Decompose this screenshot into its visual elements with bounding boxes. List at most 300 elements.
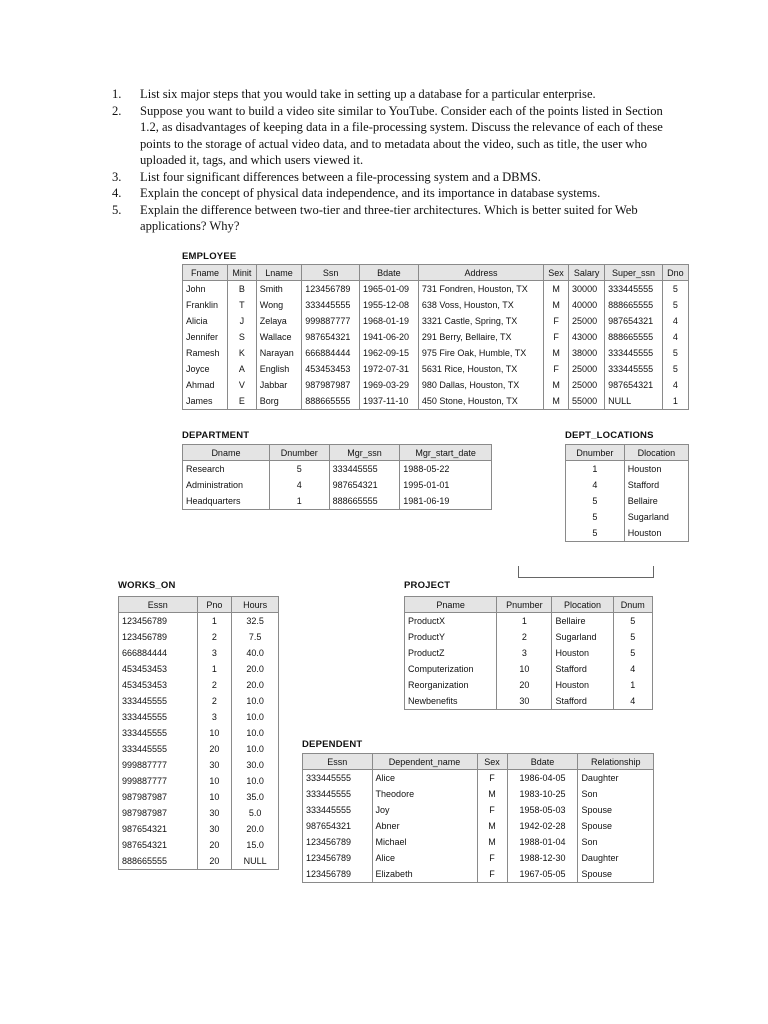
table-cell: 987654321 (302, 329, 360, 345)
table-cell: Joy (372, 802, 477, 818)
table-cell: 987987987 (119, 805, 198, 821)
question-item (112, 202, 682, 235)
header-row (183, 265, 689, 281)
table-cell: Abner (372, 818, 477, 834)
table-row (566, 493, 689, 509)
table-cell: Spouse (578, 818, 654, 834)
table-cell: Houston (552, 677, 613, 693)
table-cell: 7.5 (232, 629, 279, 645)
table-cell: 5 (662, 297, 688, 313)
table-cell: Jennifer (183, 329, 228, 345)
table-row (303, 770, 654, 787)
table-cell: 5 (662, 345, 688, 361)
table-row (566, 525, 689, 542)
table-cell: Bellaire (624, 493, 688, 509)
table-cell: 291 Berry, Bellaire, TX (418, 329, 543, 345)
table-cell: 5.0 (232, 805, 279, 821)
table-cell: 1 (662, 393, 688, 410)
table-cell: 55000 (569, 393, 605, 410)
table-cell: Son (578, 786, 654, 802)
table-cell: 987654321 (605, 313, 663, 329)
table-cell: 987654321 (303, 818, 373, 834)
table-row (119, 757, 279, 773)
table-cell: 1988-01-04 (507, 834, 578, 850)
question-number: 4. (112, 186, 122, 200)
question-item (112, 169, 682, 186)
column-header: Dnum (613, 597, 652, 613)
table-row (405, 613, 653, 630)
table-cell: 1 (269, 493, 329, 510)
table-cell: NULL (232, 853, 279, 870)
table-cell: Franklin (183, 297, 228, 313)
table-cell: 333445555 (119, 725, 198, 741)
column-header: Hours (232, 597, 279, 613)
table-cell: Borg (256, 393, 302, 410)
table-row (119, 693, 279, 709)
table-row (183, 345, 689, 361)
table-cell: 20.0 (232, 821, 279, 837)
table-cell: 987654321 (119, 837, 198, 853)
question-text: Explain the difference between two-tier and three-tier architectures. Which is better suited for Web applications? Why? (140, 202, 638, 233)
column-header: Bdate (507, 754, 578, 770)
table-row (119, 821, 279, 837)
column-header: Relationship (578, 754, 654, 770)
table-cell: 987654321 (605, 377, 663, 393)
table-cell: 5 (566, 525, 625, 542)
employee-table (182, 264, 689, 410)
header-row (119, 597, 279, 613)
table-cell: 4 (662, 377, 688, 393)
table-cell: Michael (372, 834, 477, 850)
table-cell: 333445555 (303, 802, 373, 818)
table-cell: 888665555 (605, 297, 663, 313)
column-header: Dlocation (624, 445, 688, 461)
table-cell: 1972-07-31 (360, 361, 419, 377)
table-cell: 30 (497, 693, 552, 710)
table-row (303, 786, 654, 802)
employee-title: EMPLOYEE (182, 251, 237, 262)
table-cell: 888665555 (605, 329, 663, 345)
table-cell: 4 (613, 661, 652, 677)
table-cell: 5 (566, 509, 625, 525)
table-row (183, 297, 689, 313)
table-cell: M (544, 377, 569, 393)
table-cell: 1983-10-25 (507, 786, 578, 802)
table-cell: 10.0 (232, 741, 279, 757)
question-number: 5. (112, 202, 122, 217)
table-cell: F (477, 866, 507, 883)
table-cell: 5 (613, 645, 652, 661)
table-cell: 333445555 (329, 461, 400, 478)
table-cell: Spouse (578, 866, 654, 883)
table-row (405, 661, 653, 677)
table-cell: 975 Fire Oak, Humble, TX (418, 345, 543, 361)
table-cell: 1986-04-05 (507, 770, 578, 787)
table-cell: 987654321 (329, 477, 400, 493)
column-header: Sex (544, 265, 569, 281)
table-cell: 20 (197, 837, 232, 853)
table-cell: Narayan (256, 345, 302, 361)
table-cell: 4 (566, 477, 625, 493)
column-header: Super_ssn (605, 265, 663, 281)
column-header: Lname (256, 265, 302, 281)
table-cell: 987987987 (119, 789, 198, 805)
table-cell: 123456789 (303, 834, 373, 850)
column-header: Dno (662, 265, 688, 281)
table-row (183, 361, 689, 377)
table-cell: 453453453 (119, 677, 198, 693)
table-cell: Stafford (552, 661, 613, 677)
column-header: Bdate (360, 265, 419, 281)
table-cell: 333445555 (119, 693, 198, 709)
table-row (303, 818, 654, 834)
question-text: List four significant differences between a file-processing system and a DBMS. (140, 169, 541, 184)
table-cell: 1967-05-05 (507, 866, 578, 883)
table-row (405, 693, 653, 710)
table-cell: 5 (269, 461, 329, 478)
table-cell: 5 (566, 493, 625, 509)
table-cell: F (477, 850, 507, 866)
table-cell: 123456789 (302, 281, 360, 298)
header-row (566, 445, 689, 461)
table-cell: 666884444 (119, 645, 198, 661)
table-row (119, 613, 279, 630)
table-cell: Elizabeth (372, 866, 477, 883)
table-row (566, 461, 689, 478)
table-cell: Sugarland (552, 629, 613, 645)
table-row (119, 853, 279, 870)
table-cell: 25000 (569, 361, 605, 377)
table-cell: Stafford (624, 477, 688, 493)
table-row (303, 834, 654, 850)
column-header: Fname (183, 265, 228, 281)
table-cell: Wallace (256, 329, 302, 345)
column-header: Plocation (552, 597, 613, 613)
table-cell: 1981-06-19 (400, 493, 492, 510)
table-cell: 1995-01-01 (400, 477, 492, 493)
table-cell: Alicia (183, 313, 228, 329)
table-cell: 10 (497, 661, 552, 677)
table-cell: Wong (256, 297, 302, 313)
table-cell: 4 (662, 313, 688, 329)
table-cell: NULL (605, 393, 663, 410)
table-row (183, 493, 492, 510)
table-cell: 30.0 (232, 757, 279, 773)
table-row (303, 866, 654, 883)
table-cell: 453453453 (119, 661, 198, 677)
table-cell: F (544, 361, 569, 377)
table-cell: 666884444 (302, 345, 360, 361)
table-cell: 3321 Castle, Spring, TX (418, 313, 543, 329)
question-number: 3. (112, 169, 122, 184)
table-cell: 5 (613, 629, 652, 645)
table-cell: 987654321 (119, 821, 198, 837)
table-row (119, 805, 279, 821)
table-cell: 888665555 (119, 853, 198, 870)
table-cell: Spouse (578, 802, 654, 818)
table-cell: 1 (566, 461, 625, 478)
table-cell: 1968-01-19 (360, 313, 419, 329)
table-cell: Houston (624, 525, 688, 542)
table-row (405, 645, 653, 661)
column-header: Pname (405, 597, 497, 613)
table-cell: Ramesh (183, 345, 228, 361)
table-cell: T (227, 297, 256, 313)
table-cell: 2 (197, 693, 232, 709)
table-cell: M (544, 297, 569, 313)
table-cell: M (544, 393, 569, 410)
table-cell: 2 (197, 629, 232, 645)
table-cell: 333445555 (605, 345, 663, 361)
table-cell: 999887777 (119, 773, 198, 789)
table-cell: B (227, 281, 256, 298)
table-cell: 5 (613, 613, 652, 630)
table-row (119, 677, 279, 693)
table-row (405, 677, 653, 693)
table-cell: Houston (624, 461, 688, 478)
table-row (119, 709, 279, 725)
column-header: Dnumber (566, 445, 625, 461)
table-cell: 333445555 (303, 786, 373, 802)
table-cell: 450 Stone, Houston, TX (418, 393, 543, 410)
table-cell: M (477, 834, 507, 850)
dept-locations-table (565, 444, 689, 542)
department-table (182, 444, 492, 510)
table-cell: Headquarters (183, 493, 270, 510)
table-cell: Sugarland (624, 509, 688, 525)
column-header: Dname (183, 445, 270, 461)
project-table (404, 596, 653, 710)
column-header: Pno (197, 597, 232, 613)
table-row (566, 477, 689, 493)
table-cell: Research (183, 461, 270, 478)
table-cell: 30 (197, 757, 232, 773)
table-cell: 10.0 (232, 773, 279, 789)
table-row (303, 850, 654, 866)
table-row (303, 802, 654, 818)
table-cell: M (477, 818, 507, 834)
column-header: Dependent_name (372, 754, 477, 770)
table-cell: 1969-03-29 (360, 377, 419, 393)
question-number: 1. (112, 87, 122, 101)
table-row (119, 629, 279, 645)
table-cell: V (227, 377, 256, 393)
table-cell: 1988-05-22 (400, 461, 492, 478)
table-row (183, 393, 689, 410)
table-cell: Computerization (405, 661, 497, 677)
table-cell: ProductZ (405, 645, 497, 661)
table-row (183, 461, 492, 478)
table-cell: 1937-11-10 (360, 393, 419, 410)
column-header: Dnumber (269, 445, 329, 461)
table-row (119, 645, 279, 661)
table-cell: 5631 Rice, Houston, TX (418, 361, 543, 377)
header-row (405, 597, 653, 613)
table-cell: 30000 (569, 281, 605, 298)
table-cell: 10.0 (232, 693, 279, 709)
table-cell: 1 (197, 661, 232, 677)
column-header: Address (418, 265, 543, 281)
table-cell: E (227, 393, 256, 410)
table-cell: M (544, 281, 569, 298)
table-row (566, 509, 689, 525)
table-cell: 1962-09-15 (360, 345, 419, 361)
table-cell: 15.0 (232, 837, 279, 853)
table-row (183, 477, 492, 493)
table-row (119, 837, 279, 853)
question-item (112, 86, 682, 103)
table-row (119, 789, 279, 805)
table-cell: 2 (197, 677, 232, 693)
table-cell: 43000 (569, 329, 605, 345)
table-cell: Smith (256, 281, 302, 298)
table-cell: ProductY (405, 629, 497, 645)
table-cell: 1942-02-28 (507, 818, 578, 834)
table-cell: 1 (197, 613, 232, 630)
table-cell: F (544, 329, 569, 345)
table-cell: 333445555 (303, 770, 373, 787)
table-cell: 10 (197, 773, 232, 789)
table-cell: Houston (552, 645, 613, 661)
table-cell: 1 (613, 677, 652, 693)
header-row (183, 445, 492, 461)
table-row (119, 725, 279, 741)
table-cell: 638 Voss, Houston, TX (418, 297, 543, 313)
column-header: Sex (477, 754, 507, 770)
table-cell: F (477, 802, 507, 818)
table-cell: 4 (269, 477, 329, 493)
table-cell: 123456789 (119, 613, 198, 630)
table-cell: 1955-12-08 (360, 297, 419, 313)
table-cell: John (183, 281, 228, 298)
table-cell: 999887777 (119, 757, 198, 773)
column-header: Pnumber (497, 597, 552, 613)
table-cell: 10 (197, 725, 232, 741)
table-cell: 25000 (569, 313, 605, 329)
table-cell: F (544, 313, 569, 329)
table-cell: J (227, 313, 256, 329)
table-cell: 3 (197, 709, 232, 725)
table-row (119, 741, 279, 757)
column-header: Mgr_ssn (329, 445, 400, 461)
table-cell: Jabbar (256, 377, 302, 393)
table-cell: 30 (197, 821, 232, 837)
project-title: PROJECT (404, 580, 451, 591)
question-item (112, 103, 682, 169)
table-cell: 999887777 (302, 313, 360, 329)
table-cell: James (183, 393, 228, 410)
table-cell: 333445555 (302, 297, 360, 313)
column-header: Minit (227, 265, 256, 281)
table-cell: ProductX (405, 613, 497, 630)
column-header: Mgr_start_date (400, 445, 492, 461)
table-cell: 123456789 (119, 629, 198, 645)
column-header: Essn (303, 754, 373, 770)
table-cell: 3 (497, 645, 552, 661)
table-cell: Administration (183, 477, 270, 493)
dependent-table (302, 753, 654, 883)
table-cell: Ahmad (183, 377, 228, 393)
table-cell: 40.0 (232, 645, 279, 661)
table-cell: 20.0 (232, 677, 279, 693)
table-cell: M (477, 786, 507, 802)
table-cell: 10 (197, 789, 232, 805)
table-cell: 30 (197, 805, 232, 821)
table-cell: 333445555 (605, 361, 663, 377)
table-cell: Reorganization (405, 677, 497, 693)
table-cell: 3 (197, 645, 232, 661)
table-cell: 20.0 (232, 661, 279, 677)
table-cell: Daughter (578, 770, 654, 787)
table-cell: 333445555 (119, 741, 198, 757)
table-cell: 123456789 (303, 850, 373, 866)
table-cell: 333445555 (605, 281, 663, 298)
table-cell: English (256, 361, 302, 377)
table-cell: Joyce (183, 361, 228, 377)
table-row (405, 629, 653, 645)
table-cell: Stafford (552, 693, 613, 710)
works-on-table (118, 596, 279, 870)
question-list (112, 86, 682, 235)
table-cell: Alice (372, 770, 477, 787)
table-cell: 20 (497, 677, 552, 693)
table-row (183, 377, 689, 393)
table-cell: 35.0 (232, 789, 279, 805)
table-row (183, 329, 689, 345)
question-text: Explain the concept of physical data independence, and its importance in database systems. (140, 186, 601, 200)
table-cell: 888665555 (302, 393, 360, 410)
table-cell: 980 Dallas, Houston, TX (418, 377, 543, 393)
table-cell: 888665555 (329, 493, 400, 510)
table-cell: 38000 (569, 345, 605, 361)
table-cell: 4 (613, 693, 652, 710)
header-row (303, 754, 654, 770)
table-cell: 10.0 (232, 709, 279, 725)
table-cell: 731 Fondren, Houston, TX (418, 281, 543, 298)
table-row (119, 773, 279, 789)
table-cell: 1958-05-03 (507, 802, 578, 818)
table-cell: 123456789 (303, 866, 373, 883)
dept-locations-title: DEPT_LOCATIONS (565, 430, 654, 441)
table-cell: 4 (662, 329, 688, 345)
table-cell: Theodore (372, 786, 477, 802)
table-cell: F (477, 770, 507, 787)
table-cell: Daughter (578, 850, 654, 866)
table-row (119, 661, 279, 677)
table-cell: 1941-06-20 (360, 329, 419, 345)
table-row (183, 313, 689, 329)
table-cell: 333445555 (119, 709, 198, 725)
table-cell: 1 (497, 613, 552, 630)
table-cell: Zelaya (256, 313, 302, 329)
table-cell: 2 (497, 629, 552, 645)
table-cell: 5 (662, 281, 688, 298)
table-cell: Newbenefits (405, 693, 497, 710)
table-cell: A (227, 361, 256, 377)
table-cell: 1988-12-30 (507, 850, 578, 866)
table-cell: 5 (662, 361, 688, 377)
table-cell: M (544, 345, 569, 361)
table-cell: Son (578, 834, 654, 850)
table-cell: 20 (197, 853, 232, 870)
table-cell: 10.0 (232, 725, 279, 741)
table-row (183, 281, 689, 298)
department-title: DEPARTMENT (182, 430, 250, 441)
question-text: Suppose you want to build a video site similar to YouTube. Consider each of the points listed in Section 1.2, as disadvantages of keeping data in a file-processing system. Discuss the relevance of each of these points to the storage of actual video data, and to metadata about the video, such as title, the user who uploaded it, tags, and which users viewed it. (140, 103, 663, 167)
dependent-title: DEPENDENT (302, 739, 363, 750)
works-on-title: WORKS_ON (118, 580, 176, 591)
table-cell: 32.5 (232, 613, 279, 630)
